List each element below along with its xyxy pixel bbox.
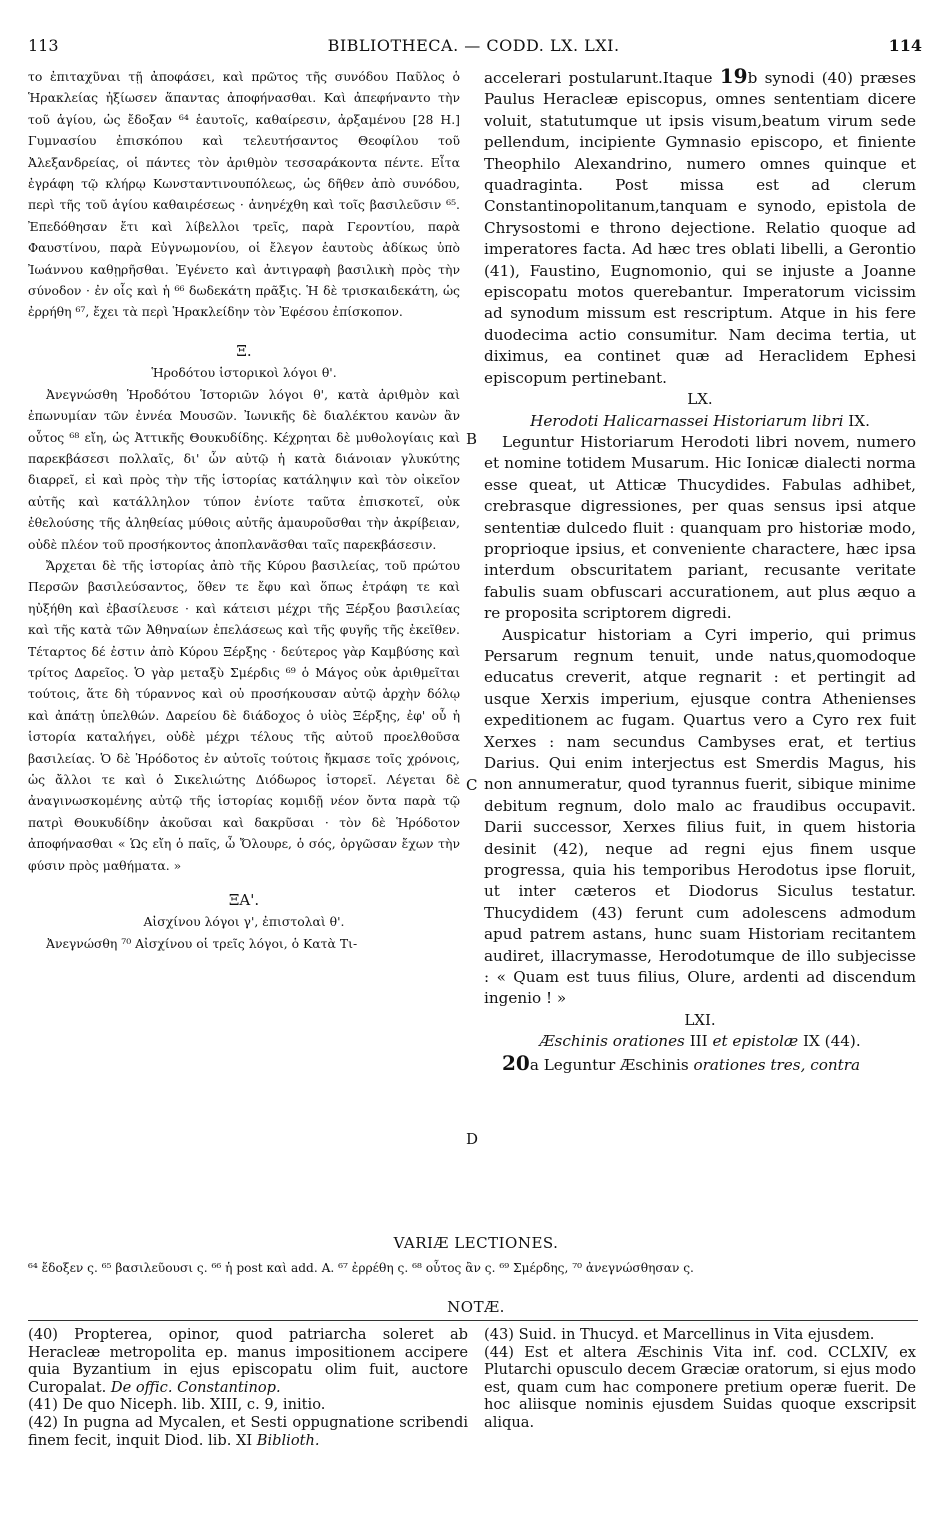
margin-marker-c: C: [466, 776, 478, 794]
greek-paragraph-3: Ἄρχεται δὲ τῆς ἱστορίας ἀπὸ τῆς Κύρου βασιλείας, τοῦ πρώτου Περσῶν βασιλεύσαντος, ὅθεν τε ἔφυ καὶ ὅπως ἐτράφη τε καὶ ηὐξήθη καὶ ἐβασίλευσε · καὶ κάτεισι μέχρι τῆς Ξέρξου βασιλείας καὶ τῆς κατὰ τῶν Ἀθηναίων ἐπελάσεως καὶ τῆς φυγῆς τῆς ἐκεῖθεν. Τέταρτος δέ ἐστιν ἀπὸ Κύρου Ξέρξης · δεύτερος γὰρ Καμβύσης καὶ τρίτος Δαρεῖος. Ὁ γὰρ μεταξὺ Σμέρδις ⁶⁹ ὁ Μάγος οὐκ ἀριθμεῖται τούτοις, ἅτε δὴ τύραννος καὶ οὐ προσήκουσαν αὐτῷ ἀρχὴν δόλῳ καὶ ἀπάτῃ ὑπελθών. Δαρείου δὲ διάδοχος ὁ υἱὸς Ξέρξης, ἐφ' οὗ ἡ ἱστορία καταλήγει, οὐδὲ μέχρι τέλους τῆς αὐτοῦ προελθοῦσα βασιλείας. Ὁ δὲ Ἡρόδοτος ἐν αὐτοῖς τούτοις ἤκμασε τοῖς χρόνοις, ὡς ἄλλοι τε καὶ ὁ Σικελιώτης Διόδωρος ἱστορεῖ. Λέγεται δὲ ἀναγινωσκομένης αὐτῷ τῆς ἱστορίας κομιδῇ νέον ὄντα παρὰ τῷ πατρὶ Θουκυδίδην ἀκοῦσαι καὶ δακρῦσαι · τὸν δὲ Ἡρόδοτον ἀποφήνασθαι « Ὡς εἴη ὁ παῖς, ὦ Ὄλουρε, ὁ σός, ὀργῶσαν ἔχων τὴν φύσιν πρὸς μαθήματα. »: [28, 557, 460, 873]
notes-right-column: [484, 1326, 916, 1432]
margin-marker-d: D: [466, 1130, 479, 1148]
variae-lectiones-text: ⁶⁴ ἔδοξεν ς. ⁶⁵ βασιλεῦουσι ς. ⁶⁶ ἡ post καὶ add. A. ⁶⁷ ἐρρέθη ς. ⁶⁸ οὗτος ἂν ς. ⁶⁹ Σμέρδης, ⁷⁰ ἀνεγνώσθησαν ς.: [28, 1261, 694, 1275]
latin-p1-start: accelerari postularunt.Itaque: [484, 69, 720, 87]
notes-left-column: [28, 1326, 468, 1449]
page-header: [28, 34, 922, 56]
latin-paragraph-2: Leguntur Historiarum Herodoti libri novem, numero et nomine totidem Musarum. Hic Ionicæ dialecti norma esse queat, ut Atticæ Thucydides. Fabulas adhibet, crebrasque digressiones, per quas sensus ipsi atque sententiæ dulcedo fluit : quanquam pro historiæ modo, proprioque ipsius, et conveniente charactere, hæc ipsa interdum obscuritatem pariant, recusante veritate fabulis suam obfuscari accurationem, aut plus æquo a re proposita scriptorem digredi.: [484, 432, 916, 623]
note-44: (44) Est et altera Æschinis Vita inf. cod. CCLXIV, ex Plutarchi opusculo decem Græciæ oratorum, si ejus modo est, quam cum hac componere pretium operæ fuerit. De hoc aliisque nominis ejusdem Suidas quoque exscripsit aliqua.: [484, 1343, 916, 1431]
margin-marker-b: B: [466, 430, 478, 448]
latin-title-60-numeral: IX.: [848, 411, 870, 430]
greek-section-60-title: Ἡροδότου ἱστορικοὶ λόγοι θ'.: [151, 365, 337, 381]
note-42-text: (42) In pugna ad Mycalen, et Sesti oppugnatione scribendi finem fecit, inquit Diod. lib. XI: [28, 1413, 468, 1449]
latin-p4-a: a Leguntur Æschinis: [529, 1055, 694, 1074]
latin-section-61-number: LXI.: [684, 1010, 716, 1029]
variae-lectiones-heading: VARIÆ LECTIONES.: [393, 1234, 559, 1252]
latin-section-60-title: [484, 411, 916, 432]
note-41: (41) De quo Niceph. lib. XIII, c. 9, initio.: [28, 1396, 326, 1414]
page-number-right: 114: [888, 35, 922, 55]
note-42-ref: Biblioth.: [256, 1431, 320, 1449]
notes-divider: [28, 1320, 918, 1321]
greek-column: [28, 66, 460, 954]
latin-title-61-e: (44).: [819, 1032, 861, 1051]
folio-number-19: 19: [719, 64, 748, 88]
latin-section-60-number: LX.: [687, 390, 713, 409]
page-number-left: 113: [28, 35, 59, 55]
latin-section-61-title: [484, 1031, 916, 1052]
latin-column: [484, 66, 916, 1076]
greek-paragraph-2: Ἀνεγνώσθη Ἡροδότου Ἱστοριῶν λόγοι θ', κατὰ ἀριθμὸν καὶ ἐπωνυμίαν τῶν ἐννέα Μουσῶν. Ἰωνικῆς δὲ διαλέκτου κανὼν ἂν οὗτος ⁶⁸ εἴη, ὡς Ἀττικῆς Θουκυδίδης. Κέχρηται δὲ μυθολογίαις καὶ παρεκβάσεσι πολλαῖς, δι' ὧν αὐτῷ ἡ κατὰ διάνοιαν γλυκύτης διαρρεῖ, εἰ καὶ πρὸς τὴν τῆς ἱστορίας κατάληψιν καὶ τὸν οἰκεῖον αὐτῆς καὶ κατάλληλον τύπον ἐνίοτε ταῦτα ἐπισκοτεῖ, οὐκ ἐθελούσης τῆς ἀληθείας μύθοις αὐτῆς ἀμαυροῦσθαι τὴν ἀκρίβειαν, οὐδὲ πλέον τοῦ προσήκοντος ἀποπλανᾶσθαι ταῖς παρεκβάσεσιν.: [28, 386, 460, 552]
note-40-ref: De offic. Constantinop.: [110, 1378, 281, 1396]
note-40-text: (40) Propterea, opinor, quod patriarcha soleret ab Heracleæ metropolita ep. manus impositionem accipere quia Byzantium in ejus episcopatu olim fuit, auctore Curopalat.: [28, 1326, 468, 1396]
latin-title-61-b: III: [689, 1032, 708, 1051]
greek-section-61-number: ΞΑ'.: [228, 891, 260, 910]
note-40: [28, 1326, 468, 1396]
latin-p1-rest: b synodi (40) præses Paulus Heracleæ episcopus, omnes sententiam dicere voluit, statutumque ut ipsis visum,beatum virum sede pellendum, incipiente Gymnasio episcopo, et finiente Theophilo Alexandrino, numero omnes quinque et quadraginta. Post missa est ad clerum Constantinopolitanum,tanquam e synodo, epistola de Chrysostomi e throno dejectione. Relatio quoque ad imperatores facta. Ad hæc tres oblati libelli, a Gerontio (41), Faustino, Eugnomonio, qui se injuste a Joanne episcopatu motos querebantur. Imperatorum vicissim ad synodum missum est rescriptum. Atque in his fere duodecima actio consumitur. Nam decima tertia, ut diximus, ea continet quæ ad Heraclidem Ephesi episcopum pertinebant.: [484, 69, 916, 387]
greek-section-60-number: Ξ.: [236, 341, 252, 360]
note-42: [28, 1414, 468, 1449]
greek-paragraph-1: το ἐπιταχῦναι τῇ ἀποφάσει, καὶ πρῶτος τῆς συνόδου Παῦλος ὁ Ἡρακλείας ἠξίωσεν ἅπαντας ἀποφήνασθαι. Καὶ ἀπεφήναντο τὴν τοῦ ἁγίου, ὡς ἔδοξαν ⁶⁴ ἑαυτοῖς, καθαίρεσιν, ἀρξαμένου [28 Η.] Γυμνασίου ἐπισκόπου καὶ τελευτήσαντος Θεοφίλου τοῦ Ἀλεξανδρείας, οἱ πάντες τὸν ἀριθμὸν τεσσαράκοντα πέντε. Εἶτα ἐγράφη τῷ κλήρῳ Κωνσταντινουπόλεως, ὡς δῆθεν ἀπὸ συνόδου, περὶ τῆς τοῦ ἁγίου καθαιρέσεως · ἀνηνέχθη καὶ τοῖς βασιλεῦσιν ⁶⁵. Ἐπεδόθησαν ἔτι καὶ λίβελλοι τρεῖς, παρὰ Γεροντίου, παρὰ Φαυστίνου, παρὰ Εὐγνωμονίου, οἱ ἔλεγον ἑαυτοὺς ἀδίκως ὑπὸ Ἰωάννου καθῃρῆσθαι. Ἐγένετο καὶ ἀντιγραφὴ βασιλικὴ πρὸς τὴν σύνοδον · ἐν οἷς καὶ ἡ ⁶⁶ δωδεκάτη πρᾶξις. Ἡ δὲ τρισκαιδεκάτη, ὡς ἐρρήθη ⁶⁷, ἔχει τὰ περὶ Ἡρακλείδην τὸν Ἐφέσου ἐπίσκοπον.: [28, 69, 460, 320]
note-43: (43) Suid. in Thucyd. et Marcellinus in Vita ejusdem.: [484, 1326, 875, 1343]
latin-title-61-c: et epistolæ: [707, 1032, 804, 1051]
latin-title-61-d: IX: [803, 1032, 820, 1051]
running-title: BIBLIOTHECA. — CODD. LX. LXI.: [327, 35, 620, 55]
folio-number-20: 20: [502, 1050, 530, 1075]
latin-p4-b: orationes tres, contra: [693, 1055, 861, 1074]
notae-heading: NOTÆ.: [447, 1298, 505, 1316]
latin-paragraph-4: [484, 1050, 916, 1076]
latin-paragraph-1: [484, 66, 916, 389]
latin-title-60-text: Herodoti Halicarnassei Historiarum libri: [530, 411, 849, 430]
greek-paragraph-4: Ἀνεγνώσθη ⁷⁰ Αἰσχίνου οἱ τρεῖς λόγοι, ὁ Κατὰ Τι-: [46, 935, 358, 951]
greek-section-61-title: Αἰσχίνου λόγοι γ', ἐπιστολαὶ θ'.: [143, 914, 345, 930]
latin-paragraph-3: Auspicatur historiam a Cyri imperio, qui primus Persarum regnum tenuit, unde natus,quomodoque educatus creverit, atque regnarit : et pertingit ad usque Xerxis imperium, ejusque contra Athenienses expeditionem ac fugam. Quartus vero a Cyro rex fuit Xerxes : nam secundus Cambyses erat, et tertius Darius. Qui enim interjectus est Smerdis Magus, his non annumeratur, quod tyrannus fuerit, sibique minime debitum regnum, dolo malo ac fraudibus occupavit. Darii successor, Xerxes filius fuit, in quem historia desinit (42), neque ad regni ejus finem usque progressa, quia his temporibus Herodotus ipse floruit, ut inter cæteros et Diodorus Siculus testatur. Thucydidem (43) ferunt cum adolescens admodum apud patrem astans, hunc suam Historiam recitantem audiret, illacrymasse, Herodotumque de illo subjecisse : « Quam est tuus filius, Olure, ardenti ad discendum ingenio ! »: [484, 625, 916, 1008]
latin-title-61-a: Æschinis orationes: [539, 1032, 690, 1051]
